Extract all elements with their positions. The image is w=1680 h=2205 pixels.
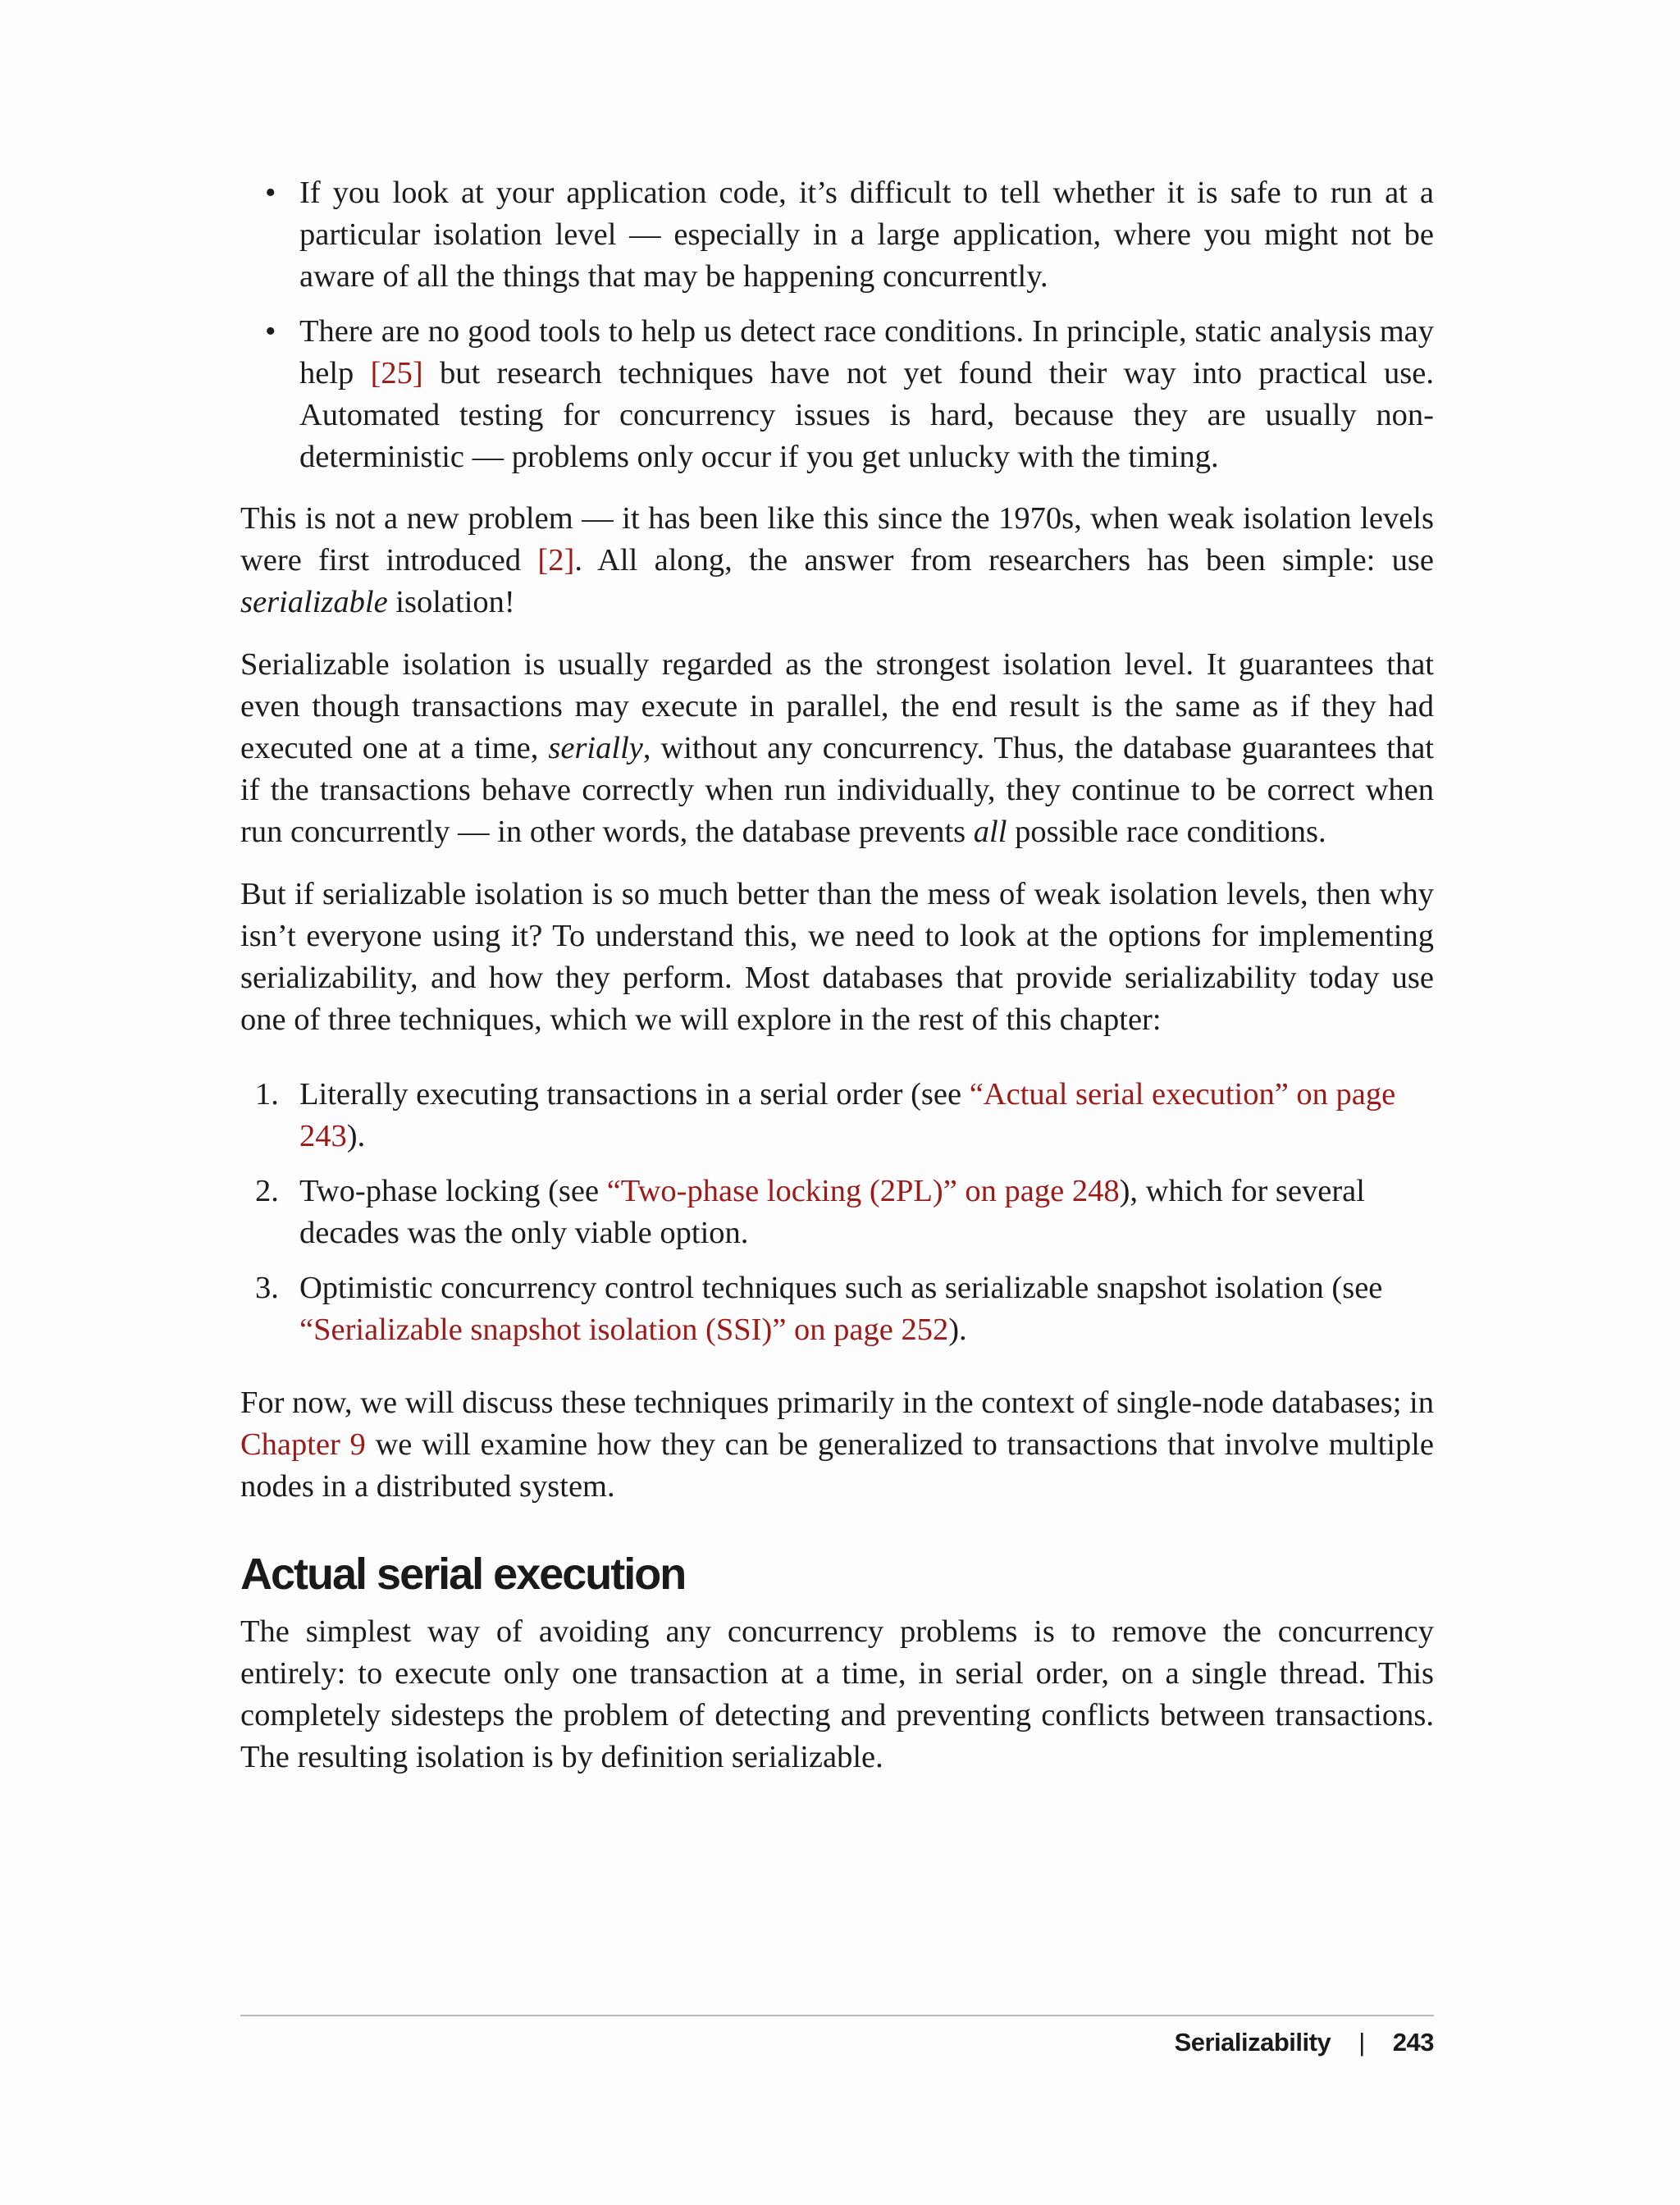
text-run: For now, we will discuss these techniques primarily in the context of single-node databases; in <box>240 1386 1434 1420</box>
citation-link-2[interactable]: [2] <box>537 543 575 578</box>
text-run: . All along, the answer from researchers has been simple: use <box>574 543 1434 578</box>
text-run: This is not a new problem — it has been like this since the 1970s, when weak isolation levels were first introduced <box>240 501 1434 578</box>
list-item <box>240 311 1434 478</box>
list-number: 1. <box>255 1077 279 1112</box>
text-run: ). <box>346 1119 366 1153</box>
bullet-text: If you look at your application code, it’s difficult to tell whether it is safe to run at a particular isolation level — especially in a large application, where you might not be aware of all the things that may be happening concurrently. <box>299 176 1434 294</box>
paragraph <box>240 644 1434 853</box>
footer-divider <box>240 2015 1434 2016</box>
text-run: Optimistic concurrency control techniques such as serializable snapshot isolation (see <box>299 1271 1383 1305</box>
text-run: possible race conditions. <box>1007 815 1326 849</box>
bullet-text: There are no good tools to help us detect race conditions. In principle, static analysis may help <box>299 314 1434 390</box>
bullet-icon: • <box>265 176 276 210</box>
text-run: Serializable isolation is usually regarded as the strongest isolation level. It guarantees that even though transactions may execute in parallel, the end result is the same as if they had executed one at a time, <box>240 647 1434 765</box>
page-number: 243 <box>1392 2028 1434 2057</box>
page-footer <box>1175 2028 1434 2057</box>
list-number: 3. <box>255 1271 279 1305</box>
text-run: we will examine how they can be generalized to transactions that involve multiple nodes in a distributed system. <box>240 1427 1434 1504</box>
text-run: ), which for several decades was the only viable option. <box>299 1174 1365 1250</box>
chapter-link[interactable]: Chapter 9 <box>240 1427 366 1462</box>
list-item <box>240 1171 1467 1254</box>
citation-link-25[interactable]: [25] <box>370 356 423 390</box>
text-run: isolation! <box>387 585 515 619</box>
cross-reference-link[interactable]: “Two-phase locking (2PL)” on page 248 <box>606 1174 1120 1208</box>
running-footer-title: Serializability <box>1174 2028 1331 2057</box>
paragraph <box>240 498 1434 623</box>
emphasis: serializable <box>240 585 388 619</box>
emphasis: serially <box>548 731 643 765</box>
text-run: , without any concurrency. Thus, the database guarantees that if the transactions behave correctly when run individually, they continue to be correct when run concurrently — in other words, the database prevents <box>240 731 1434 849</box>
emphasis: all <box>973 815 1007 849</box>
cross-reference-link[interactable]: “Actual serial execution” on page 243 <box>299 1077 1396 1153</box>
bullet-icon: • <box>265 314 276 349</box>
text-run: Two-phase locking (see <box>299 1174 607 1208</box>
cross-reference-link[interactable]: “Serializable snapshot isolation (SSI)” on page 252 <box>299 1312 949 1347</box>
list-number: 2. <box>255 1174 279 1208</box>
bullet-list <box>240 172 1434 478</box>
list-item <box>240 1267 1434 1351</box>
list-item <box>240 1074 1434 1157</box>
paragraph: But if serializable isolation is so much better than the mess of weak isolation levels, then why isn’t everyone using it? To understand this, we need to look at the options for implementing serializability, and how they perform. Most databases that provide serializability today use one of three techniques, which we will explore in the rest of this chapter: <box>240 877 1434 1037</box>
bullet-text: but research techniques have not yet found their way into practical use. Automated testing for concurrency issues is hard, because they are usually non-deterministic — problems only occur if you get unlucky with the timing. <box>299 356 1434 474</box>
paragraph: The simplest way of avoiding any concurrency problems is to remove the concurrency entirely: to execute only one transaction at a time, in serial order, on a single thread. This completely sidesteps the problem of detecting and preventing conflicts between transactions. The resulting isolation is by definition serializable. <box>240 1614 1434 1774</box>
page-body <box>240 172 1434 1799</box>
text-run: ). <box>948 1312 967 1347</box>
list-item <box>240 172 1434 298</box>
section-heading: Actual serial execution <box>240 1550 686 1599</box>
text-run: Literally executing transactions in a serial order (see <box>299 1077 970 1112</box>
numbered-list <box>240 1074 1434 1351</box>
paragraph <box>240 1382 1434 1508</box>
footer-separator: | <box>1358 2028 1365 2057</box>
